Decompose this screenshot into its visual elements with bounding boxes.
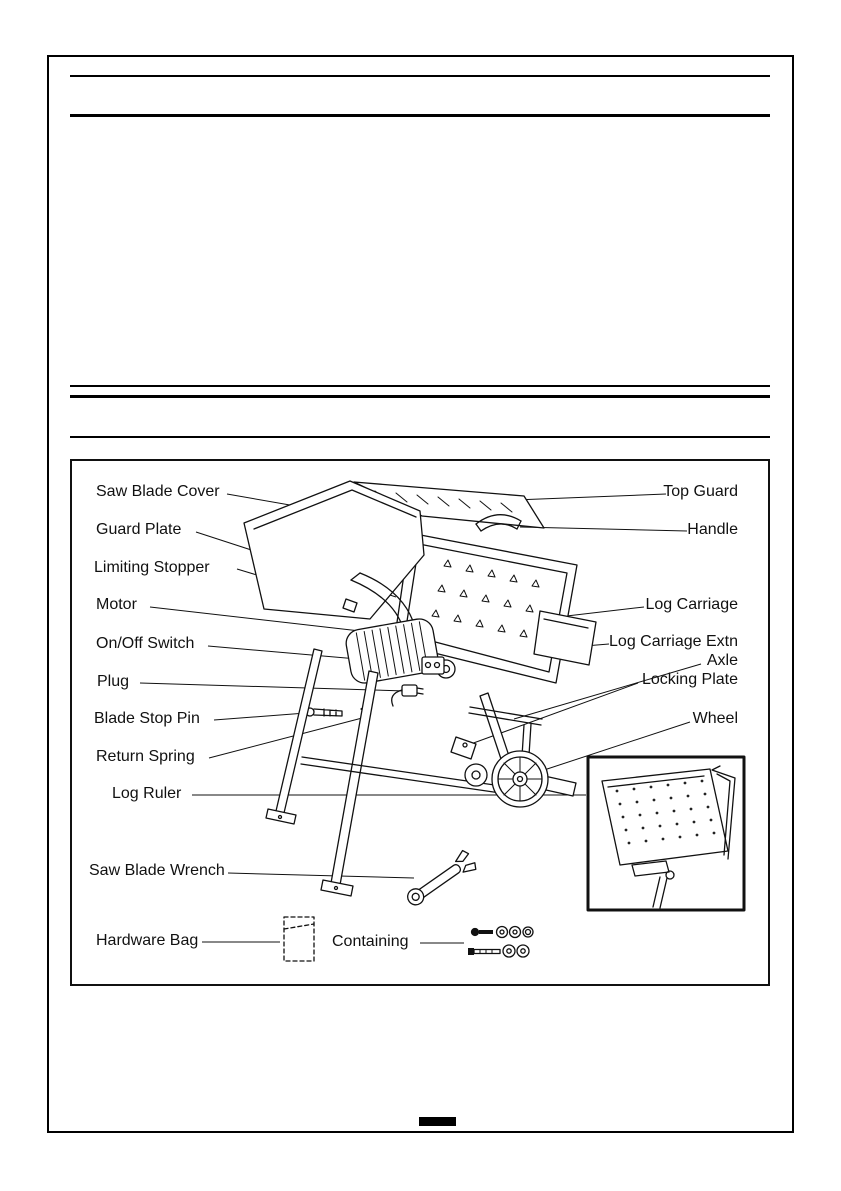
hardware-bag-icon: [284, 917, 314, 961]
section-rule-3: [70, 436, 770, 438]
label-containing: Containing: [332, 933, 409, 950]
section-rule-2: [70, 395, 770, 398]
saw-blade-wrench-icon: [403, 849, 478, 911]
label-locking-plate: Locking Plate: [641, 671, 738, 688]
label-saw-blade-cover: Saw Blade Cover: [96, 483, 220, 500]
label-axle: Axle: [706, 652, 738, 669]
plug-drawing: [392, 685, 423, 706]
page-footer-mark: [419, 1117, 456, 1126]
label-log-carriage-extn: Log Carriage Extn: [609, 633, 738, 650]
label-plug: Plug: [97, 673, 130, 690]
switch-drawing: [422, 657, 444, 674]
parts-diagram-panel: [70, 459, 770, 986]
label-log-ruler: Log Ruler: [112, 785, 182, 802]
top-rule-2: [70, 114, 770, 117]
wheel-drawing: [465, 751, 548, 807]
blade-stop-pin-drawing: [306, 708, 342, 716]
machine-drawing: [244, 481, 744, 961]
label-motor: Motor: [96, 596, 137, 613]
label-handle: Handle: [687, 521, 738, 538]
label-guard-plate: Guard Plate: [96, 521, 182, 538]
top-rule-1: [70, 75, 770, 77]
section-rule-1: [70, 385, 770, 387]
label-on-off-switch: On/Off Switch: [96, 635, 195, 652]
inset-detail-box: [588, 757, 744, 910]
label-log-carriage: Log Carriage: [645, 596, 738, 613]
label-saw-blade-wrench: Saw Blade Wrench: [89, 862, 225, 879]
label-top-guard: Top Guard: [663, 483, 738, 500]
label-limiting-stopper: Limiting Stopper: [94, 559, 210, 576]
label-blade-stop-pin: Blade Stop Pin: [94, 710, 200, 727]
label-hardware-bag: Hardware Bag: [96, 932, 199, 949]
locking-plate-drawing: [451, 737, 476, 759]
label-wheel: Wheel: [692, 710, 738, 727]
hardware-contents-icon: [468, 927, 533, 958]
label-return-spring: Return Spring: [96, 748, 195, 765]
